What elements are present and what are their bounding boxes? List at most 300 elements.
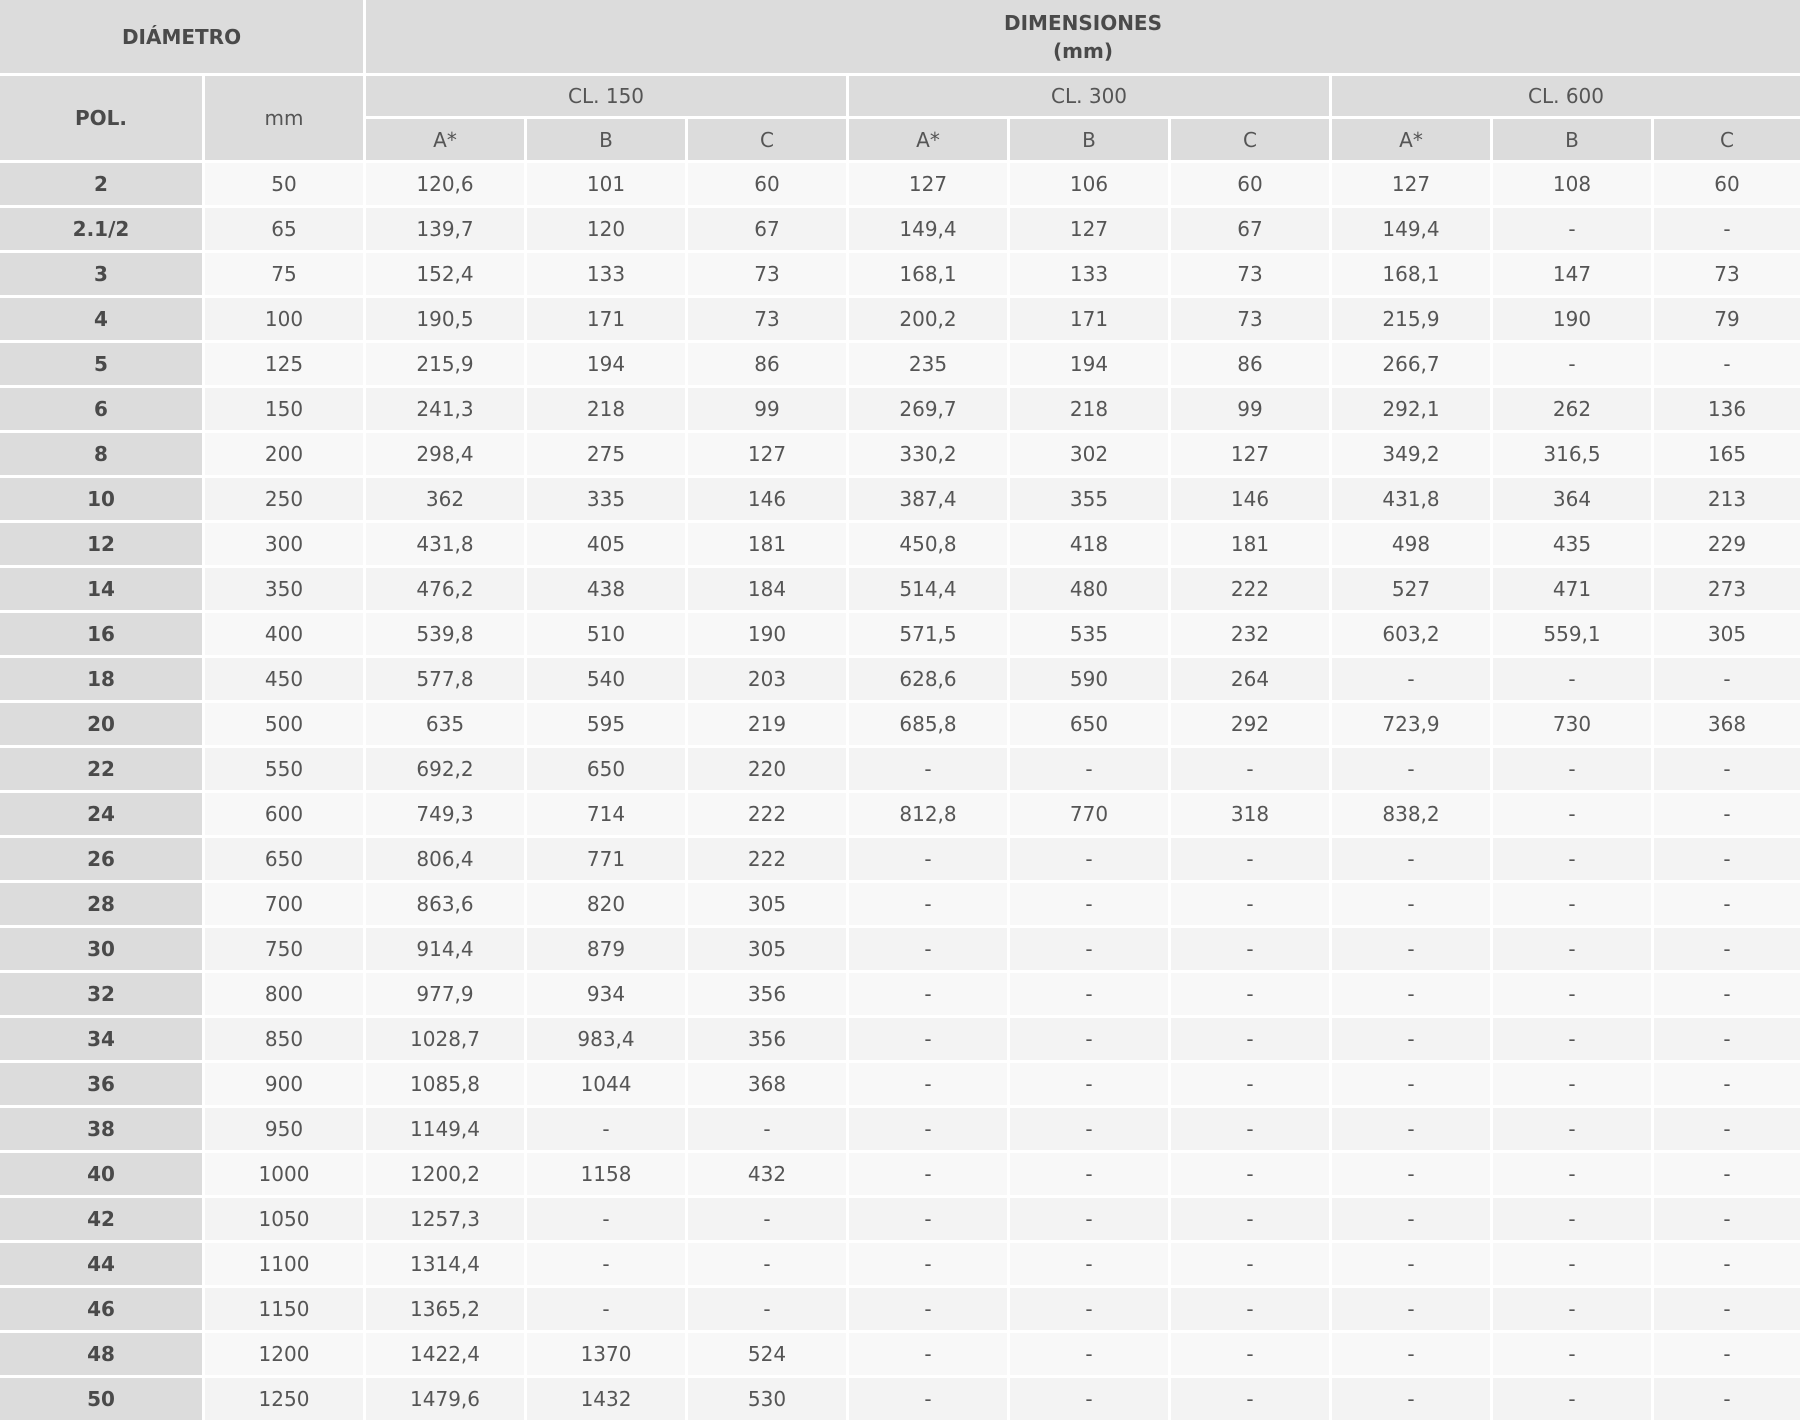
dimension-cell: 168,1 <box>849 253 1007 295</box>
dimension-cell: 305 <box>1654 613 1800 655</box>
dimension-cell: - <box>1171 838 1329 880</box>
dimension-cell: - <box>1010 973 1168 1015</box>
diametro-header: DIÁMETRO <box>0 0 363 73</box>
pol-cell: 28 <box>0 883 202 925</box>
pol-cell: 50 <box>0 1378 202 1420</box>
pol-cell: 48 <box>0 1333 202 1375</box>
dimension-cell: 203 <box>688 658 846 700</box>
dimension-cell: - <box>1171 1018 1329 1060</box>
dimension-cell: 60 <box>688 163 846 205</box>
dimension-cell: - <box>1010 883 1168 925</box>
mm-cell: 850 <box>205 1018 363 1060</box>
dimension-cell: 181 <box>1171 523 1329 565</box>
dimension-cell: 559,1 <box>1493 613 1651 655</box>
mm-cell: 700 <box>205 883 363 925</box>
dimension-cell: 99 <box>1171 388 1329 430</box>
dimension-cell: 60 <box>1171 163 1329 205</box>
table-row <box>0 1333 1800 1375</box>
dimension-cell: 812,8 <box>849 793 1007 835</box>
dimension-cell: - <box>1493 658 1651 700</box>
dimension-cell: 368 <box>688 1063 846 1105</box>
dimension-cell: - <box>527 1198 685 1240</box>
subheader-a: A* <box>849 119 1007 160</box>
mm-cell: 150 <box>205 388 363 430</box>
mm-cell: 1250 <box>205 1378 363 1420</box>
table-row <box>0 1378 1800 1420</box>
subheader-a: A* <box>366 119 524 160</box>
dimension-cell: 152,4 <box>366 253 524 295</box>
dimension-cell: - <box>1171 928 1329 970</box>
table-row <box>0 748 1800 790</box>
table-row <box>0 1063 1800 1105</box>
dimension-cell: - <box>1654 1063 1800 1105</box>
dimension-cell: 595 <box>527 703 685 745</box>
dimension-cell: - <box>849 1378 1007 1420</box>
pol-cell: 18 <box>0 658 202 700</box>
dimension-cell: - <box>1654 1378 1800 1420</box>
dimension-cell: 1085,8 <box>366 1063 524 1105</box>
dimension-cell: - <box>1171 1243 1329 1285</box>
dimension-cell: 977,9 <box>366 973 524 1015</box>
dimension-cell: - <box>1171 1153 1329 1195</box>
dimension-cell: 330,2 <box>849 433 1007 475</box>
class-header-150: CL. 150 <box>366 76 846 116</box>
table-row <box>0 433 1800 475</box>
dimension-cell: 190 <box>1493 298 1651 340</box>
dimension-cell: 418 <box>1010 523 1168 565</box>
dimension-cell: - <box>1332 1333 1490 1375</box>
pol-cell: 24 <box>0 793 202 835</box>
dimension-cell: 194 <box>1010 343 1168 385</box>
dimension-cell: - <box>849 1153 1007 1195</box>
dimension-cell: 368 <box>1654 703 1800 745</box>
dimension-cell: 685,8 <box>849 703 1007 745</box>
dimension-cell: - <box>1654 1018 1800 1060</box>
dimension-cell: 235 <box>849 343 1007 385</box>
dimension-cell: - <box>849 1198 1007 1240</box>
dimensiones-title: DIMENSIONES <box>1004 10 1162 35</box>
dimension-cell: 213 <box>1654 478 1800 520</box>
table-body <box>0 163 1800 1420</box>
table-row <box>0 838 1800 880</box>
dimension-cell: 219 <box>688 703 846 745</box>
dimension-cell: - <box>1654 748 1800 790</box>
dimension-cell: - <box>849 1108 1007 1150</box>
dimension-cell: - <box>1332 1243 1490 1285</box>
dimension-cell: 229 <box>1654 523 1800 565</box>
dimension-cell: - <box>849 748 1007 790</box>
dimension-cell: - <box>1332 838 1490 880</box>
dimension-cell: - <box>1493 1108 1651 1150</box>
dimension-cell: - <box>1010 1243 1168 1285</box>
pol-cell: 40 <box>0 1153 202 1195</box>
dimension-cell: 305 <box>688 928 846 970</box>
mm-cell: 600 <box>205 793 363 835</box>
dimension-cell: 603,2 <box>1332 613 1490 655</box>
dimension-cell: 194 <box>527 343 685 385</box>
dimension-cell: 108 <box>1493 163 1651 205</box>
dimension-cell: 714 <box>527 793 685 835</box>
dimension-cell: 200,2 <box>849 298 1007 340</box>
dimension-cell: 222 <box>688 838 846 880</box>
mm-cell: 1050 <box>205 1198 363 1240</box>
dimension-cell: 171 <box>1010 298 1168 340</box>
table-row <box>0 1108 1800 1150</box>
dimension-cell: 498 <box>1332 523 1490 565</box>
dimension-cell: - <box>849 883 1007 925</box>
dimension-cell: - <box>1493 883 1651 925</box>
pol-cell: 4 <box>0 298 202 340</box>
pol-cell: 44 <box>0 1243 202 1285</box>
pol-cell: 5 <box>0 343 202 385</box>
dimension-cell: - <box>1171 1288 1329 1330</box>
dimension-cell: 1149,4 <box>366 1108 524 1150</box>
mm-header: mm <box>205 76 363 160</box>
dimension-cell: - <box>1171 1063 1329 1105</box>
dimension-cell: 60 <box>1654 163 1800 205</box>
table-row <box>0 568 1800 610</box>
mm-cell: 50 <box>205 163 363 205</box>
dimension-cell: - <box>1171 1108 1329 1150</box>
subheader-b: B <box>1010 119 1168 160</box>
pol-cell: 38 <box>0 1108 202 1150</box>
dimension-cell: 73 <box>688 253 846 295</box>
pol-cell: 12 <box>0 523 202 565</box>
dimension-cell: 356 <box>688 1018 846 1060</box>
dimension-cell: - <box>1654 883 1800 925</box>
dimension-cell: 510 <box>527 613 685 655</box>
pol-cell: 30 <box>0 928 202 970</box>
dimension-cell: - <box>849 1063 1007 1105</box>
dimension-cell: 539,8 <box>366 613 524 655</box>
dimension-cell: - <box>1171 1333 1329 1375</box>
dimension-cell: 120,6 <box>366 163 524 205</box>
dimension-cell: - <box>1010 838 1168 880</box>
pol-cell: 8 <box>0 433 202 475</box>
dimension-cell: 692,2 <box>366 748 524 790</box>
dimension-cell: - <box>1493 1018 1651 1060</box>
dimension-cell: 298,4 <box>366 433 524 475</box>
dimension-cell: - <box>849 973 1007 1015</box>
dimension-cell: 73 <box>1654 253 1800 295</box>
dimension-cell: - <box>1332 748 1490 790</box>
subheader-c: C <box>688 119 846 160</box>
dimension-cell: - <box>1654 658 1800 700</box>
dimension-cell: - <box>849 838 1007 880</box>
dimension-cell: 934 <box>527 973 685 1015</box>
dimension-cell: 73 <box>1171 253 1329 295</box>
dimension-cell: 73 <box>688 298 846 340</box>
mm-cell: 950 <box>205 1108 363 1150</box>
pol-cell: 14 <box>0 568 202 610</box>
dimension-cell: 139,7 <box>366 208 524 250</box>
dimension-cell: 305 <box>688 883 846 925</box>
mm-cell: 300 <box>205 523 363 565</box>
dimension-cell: 262 <box>1493 388 1651 430</box>
dimension-cell: 770 <box>1010 793 1168 835</box>
dimension-cell: 133 <box>527 253 685 295</box>
mm-cell: 1000 <box>205 1153 363 1195</box>
dimension-cell: - <box>1010 1018 1168 1060</box>
subheader-b: B <box>527 119 685 160</box>
dimension-cell: 275 <box>527 433 685 475</box>
pol-cell: 32 <box>0 973 202 1015</box>
pol-cell: 34 <box>0 1018 202 1060</box>
dimension-cell: 232 <box>1171 613 1329 655</box>
dimension-cell: 215,9 <box>1332 298 1490 340</box>
table-row <box>0 613 1800 655</box>
dimension-cell: 264 <box>1171 658 1329 700</box>
mm-cell: 125 <box>205 343 363 385</box>
mm-cell: 350 <box>205 568 363 610</box>
dimension-cell: - <box>1332 973 1490 1015</box>
dimension-cell: 184 <box>688 568 846 610</box>
dimension-cell: 181 <box>688 523 846 565</box>
dimension-cell: 215,9 <box>366 343 524 385</box>
dimension-cell: 1479,6 <box>366 1378 524 1420</box>
pol-cell: 42 <box>0 1198 202 1240</box>
dimension-cell: 1422,4 <box>366 1333 524 1375</box>
pol-cell: 2.1/2 <box>0 208 202 250</box>
dimension-cell: 190 <box>688 613 846 655</box>
dimension-cell: - <box>849 1288 1007 1330</box>
table-row <box>0 478 1800 520</box>
dimension-cell: 220 <box>688 748 846 790</box>
dimension-cell: 530 <box>688 1378 846 1420</box>
mm-cell: 450 <box>205 658 363 700</box>
dimension-cell: 79 <box>1654 298 1800 340</box>
dimension-cell: - <box>1332 928 1490 970</box>
dimension-cell: 730 <box>1493 703 1651 745</box>
mm-cell: 100 <box>205 298 363 340</box>
table-row <box>0 1288 1800 1330</box>
dimension-cell: - <box>1493 1153 1651 1195</box>
pol-cell: 16 <box>0 613 202 655</box>
dimension-cell: - <box>849 1243 1007 1285</box>
dimension-cell: - <box>1171 748 1329 790</box>
dimension-cell: - <box>1493 928 1651 970</box>
dimension-cell: 99 <box>688 388 846 430</box>
dimension-cell: 269,7 <box>849 388 1007 430</box>
mm-cell: 800 <box>205 973 363 1015</box>
dimension-cell: - <box>1654 1243 1800 1285</box>
dimension-cell: 165 <box>1654 433 1800 475</box>
dimension-cell: 431,8 <box>1332 478 1490 520</box>
dimension-cell: 222 <box>1171 568 1329 610</box>
dimension-cell: 983,4 <box>527 1018 685 1060</box>
table-row <box>0 208 1800 250</box>
subheader-a: A* <box>1332 119 1490 160</box>
dimension-cell: 514,4 <box>849 568 1007 610</box>
dimension-cell: - <box>1654 793 1800 835</box>
dimension-cell: - <box>1010 1378 1168 1420</box>
dimension-cell: - <box>1493 1063 1651 1105</box>
dimension-cell: - <box>1493 973 1651 1015</box>
dimension-cell: 1365,2 <box>366 1288 524 1330</box>
dimension-cell: 480 <box>1010 568 1168 610</box>
dimensiones-header <box>366 0 1800 73</box>
dimension-cell: 471 <box>1493 568 1651 610</box>
dimension-cell: - <box>1654 208 1800 250</box>
dimension-cell: 356 <box>688 973 846 1015</box>
dimension-cell: 535 <box>1010 613 1168 655</box>
dimension-cell: - <box>527 1243 685 1285</box>
dimension-cell: - <box>1010 748 1168 790</box>
dimension-cell: 86 <box>1171 343 1329 385</box>
dimension-cell: - <box>849 928 1007 970</box>
mm-cell: 75 <box>205 253 363 295</box>
dimension-cell: 67 <box>1171 208 1329 250</box>
dimension-cell: 136 <box>1654 388 1800 430</box>
table-row <box>0 928 1800 970</box>
pol-cell: 36 <box>0 1063 202 1105</box>
dimension-cell: 431,8 <box>366 523 524 565</box>
dimension-cell: 749,3 <box>366 793 524 835</box>
class-header-600: CL. 600 <box>1332 76 1800 116</box>
dimension-cell: 435 <box>1493 523 1651 565</box>
dimension-cell: 590 <box>1010 658 1168 700</box>
table-row <box>0 703 1800 745</box>
dimension-cell: - <box>1654 1333 1800 1375</box>
dimension-cell: - <box>688 1198 846 1240</box>
dimension-cell: 218 <box>527 388 685 430</box>
dimension-cell: - <box>1654 1153 1800 1195</box>
mm-cell: 900 <box>205 1063 363 1105</box>
dimension-cell: 127 <box>1010 208 1168 250</box>
dimension-cell: - <box>688 1108 846 1150</box>
table-row <box>0 388 1800 430</box>
dimensiones-unit: (mm) <box>1053 38 1113 63</box>
dimension-cell: 146 <box>688 478 846 520</box>
pol-header: POL. <box>0 76 202 160</box>
dimension-cell: - <box>1171 1198 1329 1240</box>
dimension-cell: - <box>527 1288 685 1330</box>
pol-cell: 2 <box>0 163 202 205</box>
dimension-cell: 527 <box>1332 568 1490 610</box>
dimension-cell: 628,6 <box>849 658 1007 700</box>
dimension-cell: 650 <box>527 748 685 790</box>
dimension-cell: 222 <box>688 793 846 835</box>
dimension-cell: - <box>1332 1108 1490 1150</box>
mm-cell: 65 <box>205 208 363 250</box>
dimension-cell: 146 <box>1171 478 1329 520</box>
dimension-cell: 577,8 <box>366 658 524 700</box>
dimension-cell: 476,2 <box>366 568 524 610</box>
dimension-cell: 149,4 <box>849 208 1007 250</box>
dimension-cell: - <box>1493 793 1651 835</box>
subheader-b: B <box>1493 119 1651 160</box>
pol-cell: 3 <box>0 253 202 295</box>
dimension-cell: 571,5 <box>849 613 1007 655</box>
dimension-cell: - <box>1493 748 1651 790</box>
dimension-cell: - <box>1171 973 1329 1015</box>
dimension-cell: 364 <box>1493 478 1651 520</box>
dimension-cell: - <box>1493 343 1651 385</box>
table-row <box>0 883 1800 925</box>
dimension-cell: 820 <box>527 883 685 925</box>
dimension-cell: 355 <box>1010 478 1168 520</box>
dimension-cell: - <box>1171 883 1329 925</box>
dimension-cell: 540 <box>527 658 685 700</box>
dimension-cell: - <box>1654 973 1800 1015</box>
dimension-cell: 168,1 <box>1332 253 1490 295</box>
table-row <box>0 523 1800 565</box>
dimension-cell: 450,8 <box>849 523 1007 565</box>
dimension-cell: 292 <box>1171 703 1329 745</box>
table-row <box>0 163 1800 205</box>
dimension-cell: 127 <box>1171 433 1329 475</box>
dimension-cell: - <box>1332 883 1490 925</box>
dimension-cell: 1200,2 <box>366 1153 524 1195</box>
dimension-cell: 149,4 <box>1332 208 1490 250</box>
mm-cell: 500 <box>205 703 363 745</box>
dimension-cell: - <box>527 1108 685 1150</box>
subheader-c: C <box>1654 119 1800 160</box>
mm-cell: 1150 <box>205 1288 363 1330</box>
dimension-cell: 273 <box>1654 568 1800 610</box>
dimension-cell: 127 <box>688 433 846 475</box>
mm-cell: 250 <box>205 478 363 520</box>
table-row <box>0 973 1800 1015</box>
dimension-cell: 1257,3 <box>366 1198 524 1240</box>
dimension-cell: 879 <box>527 928 685 970</box>
dimension-cell: 863,6 <box>366 883 524 925</box>
class-header-300: CL. 300 <box>849 76 1329 116</box>
dimension-cell: 86 <box>688 343 846 385</box>
dimension-cell: 1432 <box>527 1378 685 1420</box>
table-row <box>0 1198 1800 1240</box>
dimension-cell: - <box>1010 1153 1168 1195</box>
table-row <box>0 253 1800 295</box>
dimension-cell: - <box>1332 1063 1490 1105</box>
dimension-cell: 318 <box>1171 793 1329 835</box>
dimension-cell: 524 <box>688 1333 846 1375</box>
dimension-cell: 127 <box>849 163 1007 205</box>
subheader-c: C <box>1171 119 1329 160</box>
dimension-cell: - <box>1654 838 1800 880</box>
dimension-cell: 292,1 <box>1332 388 1490 430</box>
dimension-cell: - <box>1654 928 1800 970</box>
dimension-cell: 335 <box>527 478 685 520</box>
dimension-cell: - <box>1493 1198 1651 1240</box>
dimension-cell: - <box>1654 1198 1800 1240</box>
dimension-cell: 302 <box>1010 433 1168 475</box>
dimension-cell: - <box>1654 1288 1800 1330</box>
pol-cell: 6 <box>0 388 202 430</box>
dimension-cell: - <box>1332 1378 1490 1420</box>
dimension-cell: 405 <box>527 523 685 565</box>
dimension-cell: 101 <box>527 163 685 205</box>
dimension-cell: 362 <box>366 478 524 520</box>
dimension-cell: - <box>1493 838 1651 880</box>
mm-cell: 750 <box>205 928 363 970</box>
dimension-cell: - <box>1010 928 1168 970</box>
dimension-cell: 914,4 <box>366 928 524 970</box>
table-row <box>0 298 1800 340</box>
pol-cell: 20 <box>0 703 202 745</box>
dimension-cell: 133 <box>1010 253 1168 295</box>
pol-cell: 10 <box>0 478 202 520</box>
dimension-cell: 387,4 <box>849 478 1007 520</box>
dimension-cell: - <box>1332 1198 1490 1240</box>
mm-cell: 1200 <box>205 1333 363 1375</box>
pol-cell: 22 <box>0 748 202 790</box>
dimension-cell: - <box>1493 1243 1651 1285</box>
dimension-cell: 147 <box>1493 253 1651 295</box>
dimension-cell: - <box>1493 1333 1651 1375</box>
mm-cell: 400 <box>205 613 363 655</box>
dimension-cell: - <box>1332 658 1490 700</box>
